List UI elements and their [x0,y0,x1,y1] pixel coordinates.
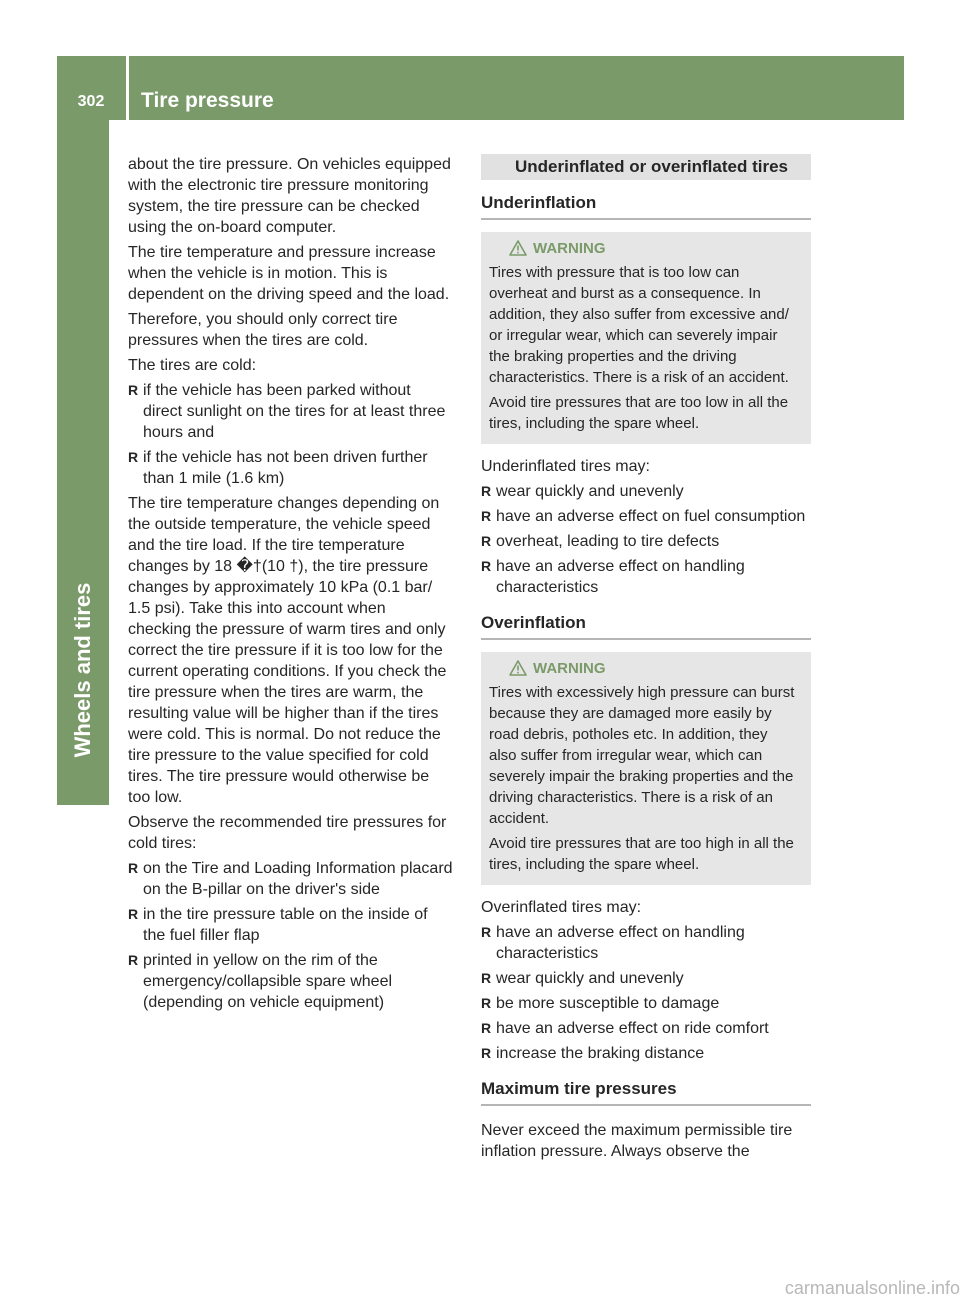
list-item-text: be more susceptible to damage [496,995,720,1012]
list-item-text: on the Tire and Loading Information placard on the B-pillar on the driver's side [143,860,453,898]
bullet: R [481,533,492,549]
bullet: R [481,970,492,986]
list-item-text: have an adverse effect on fuel consumption [496,508,806,525]
bullet: R [128,449,139,465]
right-column [481,154,811,1166]
bullet: R [128,952,139,968]
list-item-text: overheat, leading to tire defects [496,533,720,550]
list-item-text: wear quickly and unevenly [496,970,684,987]
paragraph: The tire temperature changes depending on the outside temperature, the vehicle speed and the tire load. If the tire temperature changes by 18 �†(10 †), the tire pressure changes by approximately 10 kPa (0.1 bar/ 1.5 psi). Take this into account when checking the pressure of warm tires and only correct the tire pressure if it is too low for the current operating conditions. If you check the tire pressure when the tires are warm, the resulting value will be higher than if the tires were cold. This is normal. Do not reduce the tire pressure to the value specified for cold tires. The tire pressure would otherwise be too low. [128,495,447,806]
list-item [481,481,811,502]
list-item-text: wear quickly and unevenly [496,483,684,500]
paragraph: Never exceed the maximum permissible tire inflation pressure. Always observe the [481,1122,793,1160]
paragraph: Observe the recommended tire pressures for cold tires: [128,814,447,852]
bullet: R [128,906,139,922]
paragraph: Underinflated tires may: [481,458,650,475]
list-item [128,380,460,443]
list-item [481,922,811,964]
bullet: R [481,995,492,1011]
list-item [481,556,811,598]
bullet: R [481,1045,492,1061]
left-column [128,154,460,1017]
list-item [128,858,460,900]
list-item [481,1043,811,1064]
maximum-pressures-heading: Maximum tire pressures [481,1078,811,1106]
paragraph: Therefore, you should only correct tire pressures when the tires are cold. [128,311,398,349]
overinflation-warning-box [481,652,811,885]
list-item [128,904,460,946]
list-item [481,968,811,989]
page-number: 302 [77,93,105,110]
underinflation-warning-box [481,232,811,444]
page-title: Tire pressure [141,89,274,112]
overinflation-heading: Overinflation [481,612,811,640]
bullet: R [481,1020,492,1036]
warning-header [489,236,803,260]
warning-title: WARNING [533,659,606,677]
bullet: R [128,860,139,876]
warning-triangle-icon [509,240,527,256]
overinflation-effects-list [481,922,811,1064]
bullet: R [128,382,139,398]
underinflation-heading: Underinflation [481,192,811,220]
list-item-text: if the vehicle has been parked without direct sunlight on the tires for at least three hours and [143,382,446,441]
warning-header [489,656,803,680]
paragraph: about the tire pressure. On vehicles equipped with the electronic tire pressure monitoring system, the tire pressure can be checked using the on-board computer. [128,156,451,236]
warning-text: Tires with pressure that is too low can overheat and burst as a consequence. In addition, they also suffer from excessive and/ or irregular wear, which can severely impair the braking properties and the driving characteristics. There is a risk of an accident. [489,264,789,386]
bullet: R [481,508,492,524]
list-item [481,1018,811,1039]
list-item [128,447,460,489]
list-item-text: have an adverse effect on ride comfort [496,1020,769,1037]
paragraph: The tire temperature and pressure increase when the vehicle is in motion. This is dependent on the driving speed and the load. [128,244,450,303]
list-item-text: printed in yellow on the rim of the emergency/collapsible spare wheel (depending on vehicle equipment) [143,952,393,1011]
recommended-pressure-list [128,858,460,1013]
list-item-text: have an adverse effect on handling characteristics [496,924,745,962]
list-item-text: have an adverse effect on handling characteristics [496,558,745,596]
warning-triangle-icon [509,660,527,676]
paragraph: Overinflated tires may: [481,899,642,916]
header-divider [126,56,129,120]
paragraph: The tires are cold: [128,357,257,374]
list-item [481,531,811,552]
bullet: R [481,483,492,499]
underinflation-effects-list [481,481,811,598]
side-tab-label: Wheels and tires [70,582,95,758]
bullet: R [481,558,492,574]
cold-conditions-list [128,380,460,489]
section-title: Underinflated or overinflated tires [481,154,811,180]
watermark: carmanualsonline.info [784,1278,960,1298]
warning-title: WARNING [533,239,606,257]
list-item [481,506,811,527]
list-item-text: in the tire pressure table on the inside of the fuel filler flap [143,906,428,944]
warning-text: Tires with excessively high pressure can burst because they are damaged more easily by road debris, potholes etc. In addition, they also suffer from irregular wear, which can severely impair the braking properties and the driving characteristics. There is a risk of an accident. [489,684,795,827]
warning-text: Avoid tire pressures that are too low in all the tires, including the spare wheel. [489,394,789,432]
list-item-text: if the vehicle has not been driven further than 1 mile (1.6 km) [143,449,428,487]
bullet: R [481,924,492,940]
warning-text: Avoid tire pressures that are too high in all the tires, including the spare wheel. [489,835,794,873]
list-item [481,993,811,1014]
list-item-text: increase the braking distance [496,1045,705,1062]
list-item [128,950,460,1013]
